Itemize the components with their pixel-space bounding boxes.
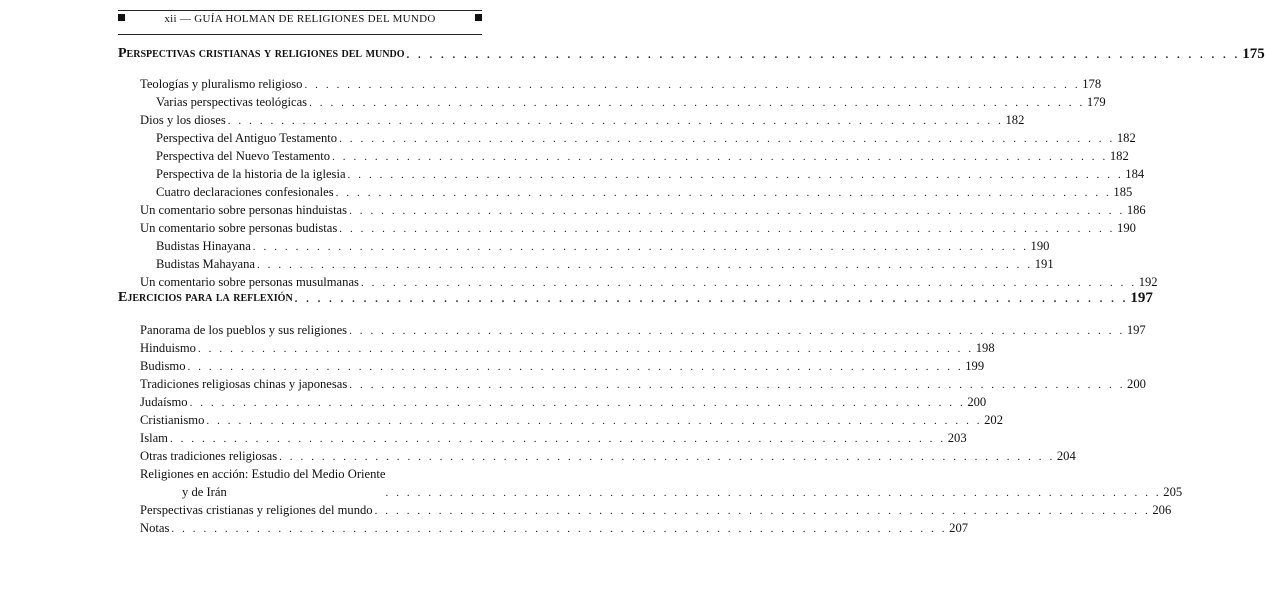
toc-entry-title: Perspectiva de la historia de la iglesia xyxy=(156,167,346,181)
leader-dots xyxy=(339,221,1115,237)
toc-entry-title: Budismo xyxy=(140,359,186,373)
toc-entry[interactable] xyxy=(118,429,967,447)
leader-dots xyxy=(332,149,1108,165)
toc-entry-title: Judaísmo xyxy=(140,395,188,409)
leader-dots xyxy=(206,413,982,429)
toc-entry[interactable] xyxy=(118,321,1146,339)
toc-entry[interactable] xyxy=(118,165,1145,183)
leader-dots xyxy=(336,185,1112,201)
toc-entry[interactable] xyxy=(118,201,1146,219)
leader-dots xyxy=(349,377,1125,393)
toc-entry[interactable] xyxy=(118,501,1172,519)
toc-entry[interactable] xyxy=(118,147,1129,165)
toc-entry-page: 207 xyxy=(949,521,969,535)
toc-entry-page: 182 xyxy=(1005,113,1025,127)
toc-entry-page: 179 xyxy=(1086,95,1106,109)
leader-dots xyxy=(198,341,974,357)
leader-dots xyxy=(295,291,1129,307)
toc-entry-page: 199 xyxy=(965,359,985,373)
leader-dots xyxy=(171,521,947,537)
toc-entry[interactable] xyxy=(118,183,1133,201)
toc-entry-title: Perspectiva del Antiguo Testamento xyxy=(156,131,338,145)
leader-dots xyxy=(190,395,966,411)
toc-entry-page: 186 xyxy=(1126,203,1146,217)
toc-entry-title: Un comentario sobre personas budistas xyxy=(140,221,338,235)
toc-entry-page: 190 xyxy=(1030,239,1050,253)
leader-dots xyxy=(253,239,1029,255)
toc-entry-page: 197 xyxy=(1126,323,1146,337)
leader-dots xyxy=(257,257,1033,273)
toc-entry[interactable] xyxy=(118,237,1050,255)
leader-dots xyxy=(309,95,1085,111)
toc-entry[interactable] xyxy=(118,111,1025,129)
leader-dots xyxy=(348,167,1124,183)
toc-entry-page: 205 xyxy=(1163,485,1183,499)
toc-entry-title: Hinduismo xyxy=(140,341,196,355)
toc-entry-page: 206 xyxy=(1152,503,1172,517)
leader-dots xyxy=(349,323,1125,339)
toc-entry-title: Islam xyxy=(140,431,168,445)
toc-entry-title: Varias perspectivas teológicas xyxy=(156,95,308,109)
toc-section-heading[interactable] xyxy=(118,45,1265,63)
toc-entry[interactable] xyxy=(118,129,1136,147)
leader-dots xyxy=(386,485,1162,501)
toc-entry-page: 200 xyxy=(967,395,987,409)
header-title: GUÍA HOLMAN DE RELIGIONES DEL MUNDO xyxy=(194,13,436,25)
toc-entry-title: Perspectivas cristianas y religiones del mundo xyxy=(140,503,373,517)
toc-entry[interactable] xyxy=(118,255,1054,273)
toc-entry-title: Dios y los dioses xyxy=(140,113,226,127)
toc-entry[interactable] xyxy=(118,411,1004,429)
toc-entry-title: Cuatro declaraciones confesionales xyxy=(156,185,334,199)
toc-entry-title: Religiones en acción: Estudio del Medio Oriente xyxy=(140,467,386,481)
leader-dots xyxy=(279,449,1055,465)
toc-entry[interactable] xyxy=(118,357,985,375)
toc-entry[interactable] xyxy=(118,447,1076,465)
toc-entry-page: 178 xyxy=(1082,77,1102,91)
toc-entry-title: Otras tradiciones religiosas xyxy=(140,449,278,463)
leader-dots xyxy=(228,113,1004,129)
toc-entry-page: 190 xyxy=(1117,221,1136,235)
leader-dots xyxy=(188,359,964,375)
running-header xyxy=(118,13,482,25)
toc-entry-title: Perspectiva del Nuevo Testamento xyxy=(156,149,331,163)
header-rule-top xyxy=(118,10,482,11)
leader-dots xyxy=(339,131,1115,147)
toc-section-title: Ejercicios para la reflexión xyxy=(118,290,293,305)
toc-entry[interactable] xyxy=(118,519,969,537)
toc-entry-page: 182 xyxy=(1116,131,1136,145)
leader-dots xyxy=(349,203,1125,219)
toc-section-heading[interactable] xyxy=(118,289,1153,307)
toc-entry-page: 203 xyxy=(947,431,967,445)
leader-dots xyxy=(375,503,1151,519)
toc-entry-page: 200 xyxy=(1127,377,1146,391)
toc-entry-title: Notas xyxy=(140,521,170,535)
toc-entry-title: Budistas Hinayana xyxy=(156,239,251,253)
toc-entry-title: Un comentario sobre personas hinduistas xyxy=(140,203,348,217)
toc-entry-page: 198 xyxy=(975,341,995,355)
toc-entry-title-continuation: y de Irán xyxy=(182,485,227,499)
header-rule-bottom xyxy=(118,34,482,35)
toc-entry[interactable] xyxy=(118,93,1106,111)
toc-entry-page: 204 xyxy=(1056,449,1076,463)
toc-entry-title: Budistas Mahayana xyxy=(156,257,255,271)
leader-dots xyxy=(407,47,1241,63)
header-separator: — xyxy=(179,13,192,25)
toc-entry-page: 184 xyxy=(1125,167,1145,181)
toc-entry-title: Un comentario sobre personas musulmanas xyxy=(140,275,359,289)
toc-section-title: Perspectivas cristianas y religiones del mundo xyxy=(118,46,405,61)
toc-entry-title: Cristianismo xyxy=(140,413,205,427)
leader-dots xyxy=(170,431,946,447)
toc-entry[interactable] xyxy=(118,393,987,411)
toc-section-page: 197 xyxy=(1130,290,1153,306)
header-page-numeral: xii xyxy=(164,13,177,25)
toc-entry[interactable] xyxy=(118,219,1136,237)
toc-entry-title: Tradiciones religiosas chinas y japonesas xyxy=(140,377,348,391)
toc-entry-page: 191 xyxy=(1034,257,1054,271)
leader-dots xyxy=(304,77,1080,93)
toc-entry-page: 202 xyxy=(984,413,1004,427)
toc-entry-page: 185 xyxy=(1113,185,1133,199)
toc-entry[interactable] xyxy=(118,339,995,357)
toc-entry-title: Teologías y pluralismo religioso xyxy=(140,77,303,91)
toc-entry-page: 192 xyxy=(1138,275,1158,289)
toc-section-page: 175 xyxy=(1242,46,1265,62)
toc-entry[interactable] xyxy=(118,375,1146,393)
toc-entry[interactable] xyxy=(118,465,1183,501)
toc-entry-title: Panorama de los pueblos y sus religiones xyxy=(140,323,348,337)
toc-entry[interactable] xyxy=(118,75,1102,93)
toc-entry-page: 182 xyxy=(1109,149,1129,163)
